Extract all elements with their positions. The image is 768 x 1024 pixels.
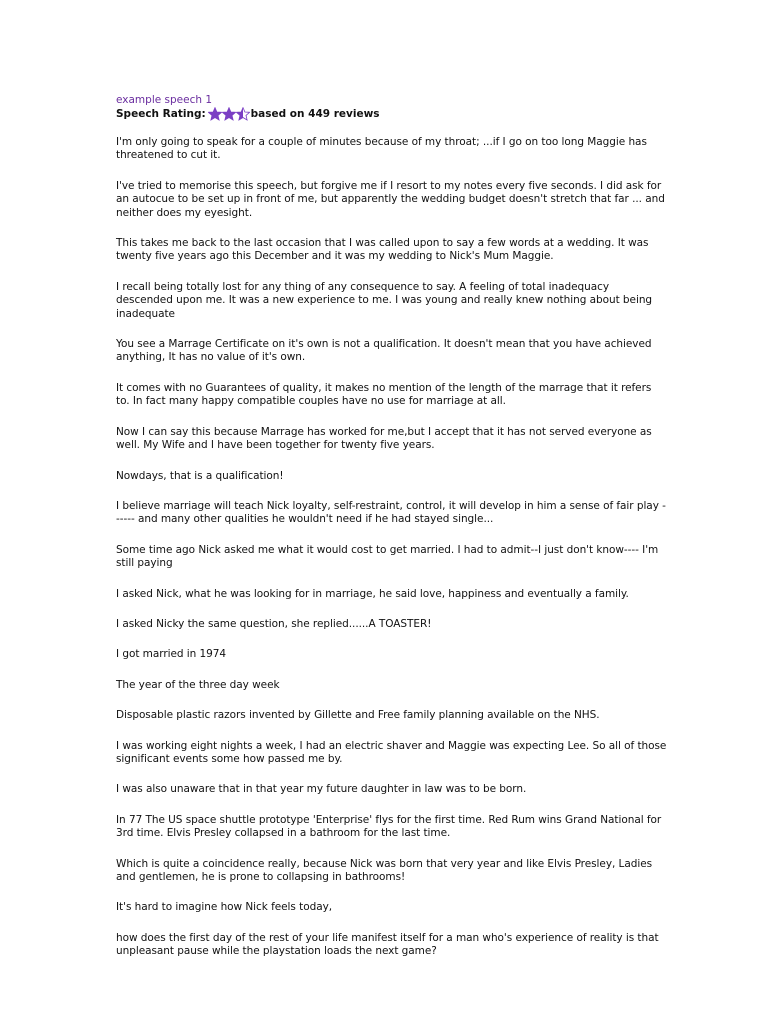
speech-paragraph: The year of the three day week bbox=[116, 678, 280, 691]
speech-paragraph: In 77 The US space shuttle prototype 'Enterprise' flys for the first time. Red Rum wins Grand National for 3rd time. Elvis Presley collapsed in a bathroom for the last time. bbox=[116, 813, 662, 840]
speech-paragraph: I'm only going to speak for a couple of minutes because of my throat; ...if I go on too long Maggie has threatened to cut it. bbox=[116, 136, 647, 162]
speech-paragraph: I was working eight nights a week, I had an electric shaver and Maggie was expecting Lee. So all of those significant events some how passed me by. bbox=[116, 739, 667, 765]
star-icon bbox=[236, 107, 250, 121]
speech-paragraph: I asked Nick, what he was looking for in marriage, he said love, happiness and eventually a family. bbox=[116, 587, 629, 600]
speech-paragraph: You see a Marrage Certificate on it's own is not a qualification. It doesn't mean that you have achieved anything, It has no value of it's own. bbox=[116, 338, 652, 364]
speech-paragraph: It's hard to imagine how Nick feels today, bbox=[116, 901, 333, 914]
star-icon bbox=[222, 107, 236, 121]
speech-paragraph: I recall being totally lost for any thing of any consequence to say. A feeling of total inadequacy descended upon me. It was a new experience to me. I was young and really knew nothing about being inadequate bbox=[116, 280, 653, 320]
speech-paragraph: I've tried to memorise this speech, but forgive me if I resort to my notes every five seconds. I did ask for an autocue to be set up in front of me, but apparently the wedding budget doesn't stretch that far ... and neither does my eyesight. bbox=[116, 179, 665, 219]
speech-paragraph: Which is quite a coincidence really, because Nick was born that very year and like Elvis Presley, Ladies and gentlemen, he is prone to collapsing in bathrooms! bbox=[116, 857, 653, 883]
speech-body bbox=[116, 136, 668, 959]
speech-paragraph: Some time ago Nick asked me what it would cost to get married. I had to admit--I just don't know---- I'm still paying bbox=[116, 543, 659, 570]
reviews-count: based on 449 reviews bbox=[250, 108, 380, 120]
speech-paragraph: Nowdays, that is a qualification! bbox=[116, 469, 284, 482]
rating-stars bbox=[208, 107, 250, 121]
speech-paragraph: I believe marriage will teach Nick loyalty, self-restraint, control, it will develop in him a sense of fair play ------ and many other qualities he wouldn't need if he had stayed single... bbox=[116, 499, 666, 526]
speech-paragraph: This takes me back to the last occasion that I was called upon to say a few words at a wedding. It was twenty five years ago this December and it was my wedding to Nick's Mum Maggie. bbox=[116, 237, 649, 263]
star-icon bbox=[208, 107, 222, 121]
speech-paragraph: It comes with no Guarantees of quality, it makes no mention of the length of the marrage that it refers to. In fact many happy compatible couples have no use for marriage at all. bbox=[116, 381, 652, 408]
speech-paragraph: I got married in 1974 bbox=[116, 648, 227, 661]
example-speech-link[interactable]: example speech 1 bbox=[116, 94, 213, 106]
speech-rating bbox=[116, 107, 668, 121]
rating-label: Speech Rating: bbox=[116, 108, 206, 120]
speech-paragraph: Disposable plastic razors invented by Gillette and Free family planning available on the NHS. bbox=[116, 709, 600, 722]
speech-paragraph: I was also unaware that in that year my future daughter in law was to be born. bbox=[116, 783, 527, 796]
speech-paragraph: how does the first day of the rest of your life manifest itself for a man who's experience of reality is that unpleasant pause while the playstation loads the next game? bbox=[116, 931, 659, 958]
speech-paragraph: Now I can say this because Marrage has worked for me,but I accept that it has not served everyone as well. My Wife and I have been together for twenty five years. bbox=[116, 425, 652, 452]
speech-paragraph: I asked Nicky the same question, she replied......A TOASTER! bbox=[116, 617, 432, 630]
